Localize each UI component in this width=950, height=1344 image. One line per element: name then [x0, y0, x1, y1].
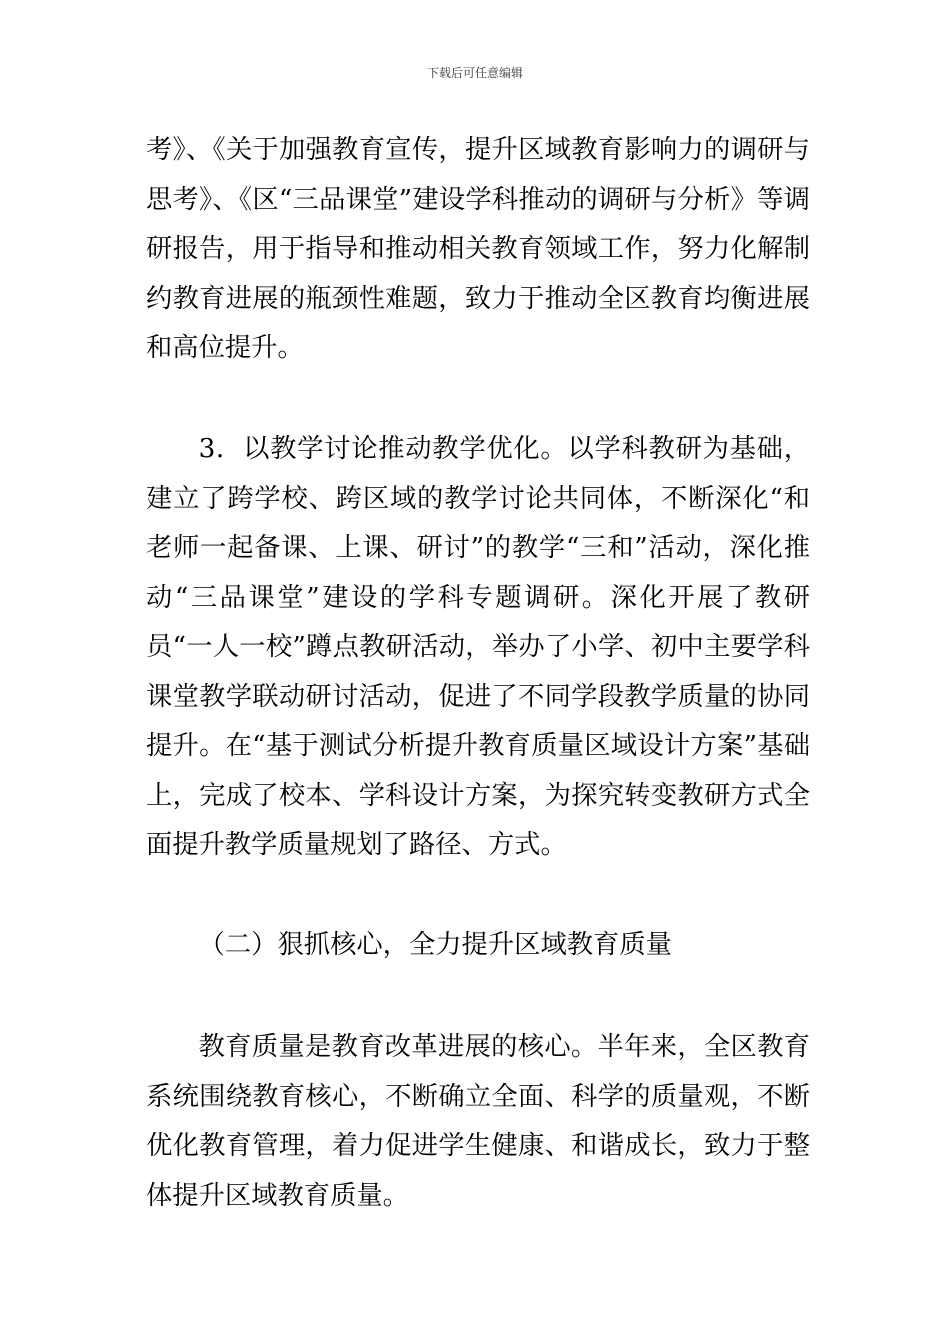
- section-heading: （二）狠抓核心，全力提升区域教育质量: [198, 930, 672, 960]
- paragraph-education-quality: 教育质量是教育改革进展的核心。半年来，全区教育系统围绕教育核心，不断确立全面、科学的质量观，不断优化教育管理，着力促进学生健康、和谐成长，致力于整体提升区域教育质量。: [146, 1032, 810, 1211]
- page-header: 下载后可任意编辑: [426, 66, 523, 80]
- paragraph-section-3: 3．以教学讨论推动教学优化。以学科教研为基础，建立了跨学校、跨区域的教学讨论共同体，不断深化“和老师一起备课、上课、研讨”的教学“三和”活动，深化推动“三品课堂”建设的学科专题调研。深化开展了教研员“一人一校”蹲点教研活动，举办了小学、初中主要学科课堂教学联动研讨活动，促进了不同学段教学质量的协同提升。在“基于测试分析提升教育质量区域设计方案”基础上，完成了校本、学科设计方案，为探究转变教研方式全面提升教学质量规划了路径、方式。: [146, 434, 810, 860]
- paragraph-continued: 考》、《关于加强教育宣传，提升区域教育影响力的调研与思考》、《区“三品课堂”建设学科推动的调研与分析》等调研报告，用于指导和推动相关教育领域工作，努力化解制约教育进展的瓶颈性难题，致力于推动全区教育均衡进展和高位提升。: [146, 135, 810, 363]
